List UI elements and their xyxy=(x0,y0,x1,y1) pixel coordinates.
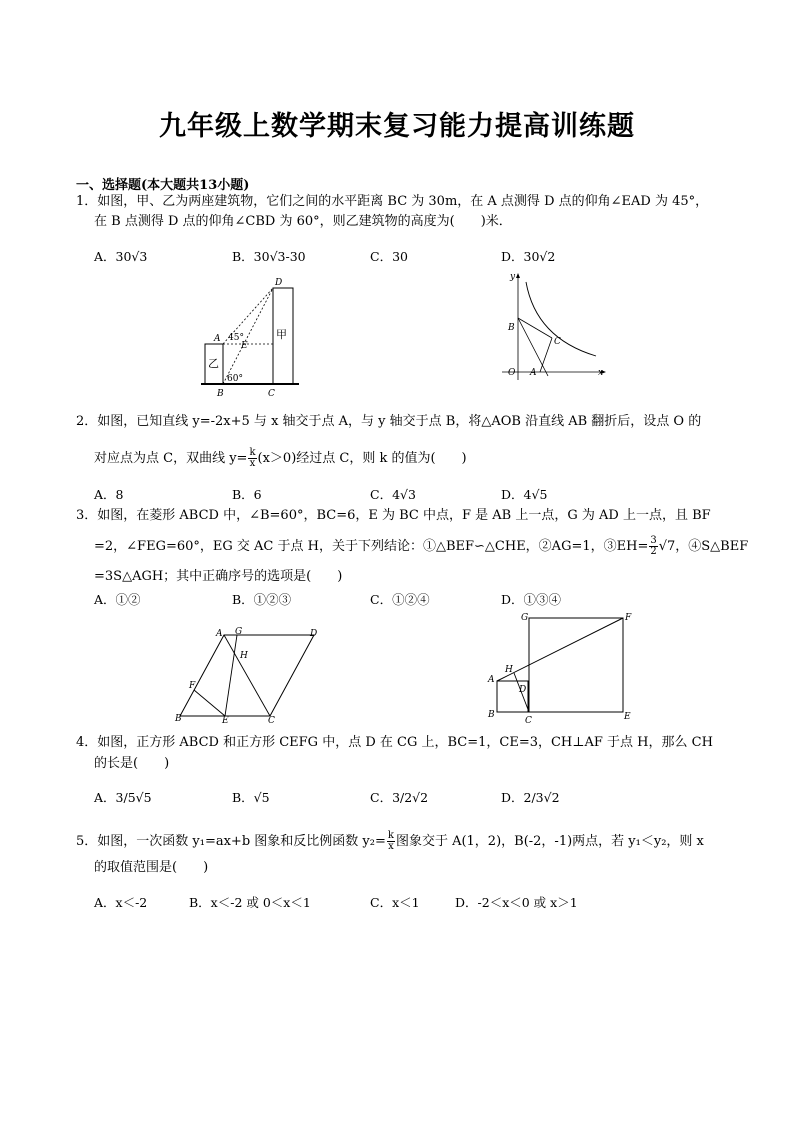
fig1-label-45: 45° xyxy=(228,333,244,343)
fig4-label-f: F xyxy=(625,613,632,623)
q5-option-b: B．x＜-2 或 0＜x＜1 xyxy=(189,895,311,910)
fig2-label-y: y xyxy=(510,272,516,282)
q3-option-c: C．①②④ xyxy=(370,592,430,607)
q2-option-d: D．4√5 xyxy=(501,487,548,502)
q3-line2-pre: =2，∠FEG=60°，EG 交 AC 于点 H，关于下列结论：①△BEF∽△CHE，②AG=1，③EH= xyxy=(94,539,649,554)
q2-frac-den: x xyxy=(249,458,256,469)
fig1-label-60: 60° xyxy=(227,374,243,384)
figure-squares xyxy=(483,606,635,726)
q5-line2: 的取值范围是( ) xyxy=(94,860,209,875)
page-title: 九年级上数学期末复习能力提高训练题 xyxy=(159,111,635,142)
q3-line1: 3．如图，在菱形 ABCD 中，∠B=60°，BC=6，E 为 BC 中点，F 是 AB 上一点，G 为 AD 上一点，且 BF xyxy=(76,508,711,523)
q4-option-a: A．3/5√5 xyxy=(94,790,152,805)
q3-line2 xyxy=(94,536,748,557)
q4-option-c: C．3/2√2 xyxy=(370,790,429,805)
q5-line1 xyxy=(76,831,704,852)
q1-option-c: C．30 xyxy=(370,249,408,264)
fig3-label-d: D xyxy=(310,629,318,639)
q2-option-a: A．8 xyxy=(94,487,124,502)
q3-line3: =3S△AGH；其中正确序号的选项是( ) xyxy=(94,569,343,584)
figure-buildings xyxy=(195,274,305,400)
fig3-label-g: G xyxy=(235,627,243,637)
q2-option-c: C．4√3 xyxy=(370,487,416,502)
q3-option-a: A．①② xyxy=(94,592,141,607)
fig1-label-d: D xyxy=(275,278,283,288)
q5-option-d: D．-2＜x＜0 或 x＞1 xyxy=(455,895,578,910)
q1-option-b: B．30√3-30 xyxy=(232,249,306,264)
q2-frac-num: k xyxy=(249,447,256,458)
q2-fraction xyxy=(248,448,256,469)
fig4-label-a: A xyxy=(488,675,495,685)
fig4-label-b: B xyxy=(488,710,495,720)
figure-rhombus xyxy=(172,624,322,726)
q5-option-a: A．x＜-2 xyxy=(94,895,148,910)
fig3-label-f: F xyxy=(189,681,196,691)
fig4-label-e: E xyxy=(624,712,631,722)
fig2-label-a: A xyxy=(530,368,537,378)
fig3-label-b: B xyxy=(175,714,182,724)
q2-line1: 2．如图，已知直线 y=-2x+5 与 x 轴交于点 A，与 y 轴交于点 B，将△AOB 沿直线 AB 翻折后，设点 O 的 xyxy=(76,414,702,429)
fig1-label-yi: 乙 xyxy=(208,357,219,370)
q5-frac-den: x xyxy=(388,841,394,852)
fig3-label-a: A xyxy=(216,629,223,639)
q4-option-d: D．2/3√2 xyxy=(501,790,560,805)
fig2-label-c: C xyxy=(554,337,561,347)
q4-line2: 的长是( ) xyxy=(94,756,170,771)
q5-line1-post: 图象交于 A(1，2)，B(-2，-1)两点，若 y₁＜y₂，则 x xyxy=(395,834,704,849)
figure-hyperbola xyxy=(500,268,612,380)
fig4-label-d: D xyxy=(519,685,527,695)
q5-frac-num: k xyxy=(387,830,394,841)
fig1-label-e: E xyxy=(241,341,248,351)
q4-line1: 4．如图，正方形 ABCD 和正方形 CEFG 中，点 D 在 CG 上，BC=1，CE=3，CH⊥AF 于点 H，那么 CH xyxy=(76,735,713,750)
q1-line1: 1．如图，甲、乙为两座建筑物，它们之间的水平距离 BC 为 30m，在 A 点测得 D 点的仰角∠EAD 为 45°， xyxy=(76,194,709,209)
q3-option-b: B．①②③ xyxy=(232,592,292,607)
q5-fraction xyxy=(387,831,395,852)
fig4-label-c: C xyxy=(525,716,532,726)
fig3-label-h: H xyxy=(240,651,248,661)
fig1-label-jia: 甲 xyxy=(276,328,287,341)
q2-line2 xyxy=(94,448,467,469)
q5-option-c: C．x＜1 xyxy=(370,895,420,910)
fig2-label-b: B xyxy=(508,323,515,333)
fig2-label-x: x xyxy=(598,368,604,378)
fig1-label-b: B xyxy=(217,389,224,399)
q1-option-a: A．30√3 xyxy=(94,249,148,264)
q2-line2-post: (x＞0)经过点 C，则 k 的值为( ) xyxy=(257,451,467,466)
fig3-label-e: E xyxy=(222,716,229,726)
q2-option-b: B．6 xyxy=(232,487,262,502)
section-heading: 一、选择题(本大题共13小题) xyxy=(76,178,250,193)
fig1-label-c: C xyxy=(268,389,275,399)
q3-line2-post: √7，④S△BEF xyxy=(658,539,749,554)
q1-option-d: D．30√2 xyxy=(501,249,556,264)
q3-frac-den: 2 xyxy=(650,546,657,557)
fig4-label-h: H xyxy=(505,665,513,675)
fig2-label-o: O xyxy=(508,368,516,378)
q3-fraction xyxy=(649,536,657,557)
q5-line1-pre: 5．如图，一次函数 y₁=ax+b 图象和反比例函数 y₂= xyxy=(76,834,386,849)
q1-line2: 在 B 点测得 D 点的仰角∠CBD 为 60°，则乙建筑物的高度为( )米． xyxy=(94,214,512,229)
fig1-label-a: A xyxy=(214,334,221,344)
q2-line2-pre: 对应点为点 C，双曲线 y= xyxy=(94,451,248,466)
fig3-label-c: C xyxy=(268,716,275,726)
q3-option-d: D．①③④ xyxy=(501,592,562,607)
q4-option-b: B．√5 xyxy=(232,790,270,805)
q3-frac-num: 3 xyxy=(650,535,657,546)
fig4-label-g: G xyxy=(521,613,529,623)
